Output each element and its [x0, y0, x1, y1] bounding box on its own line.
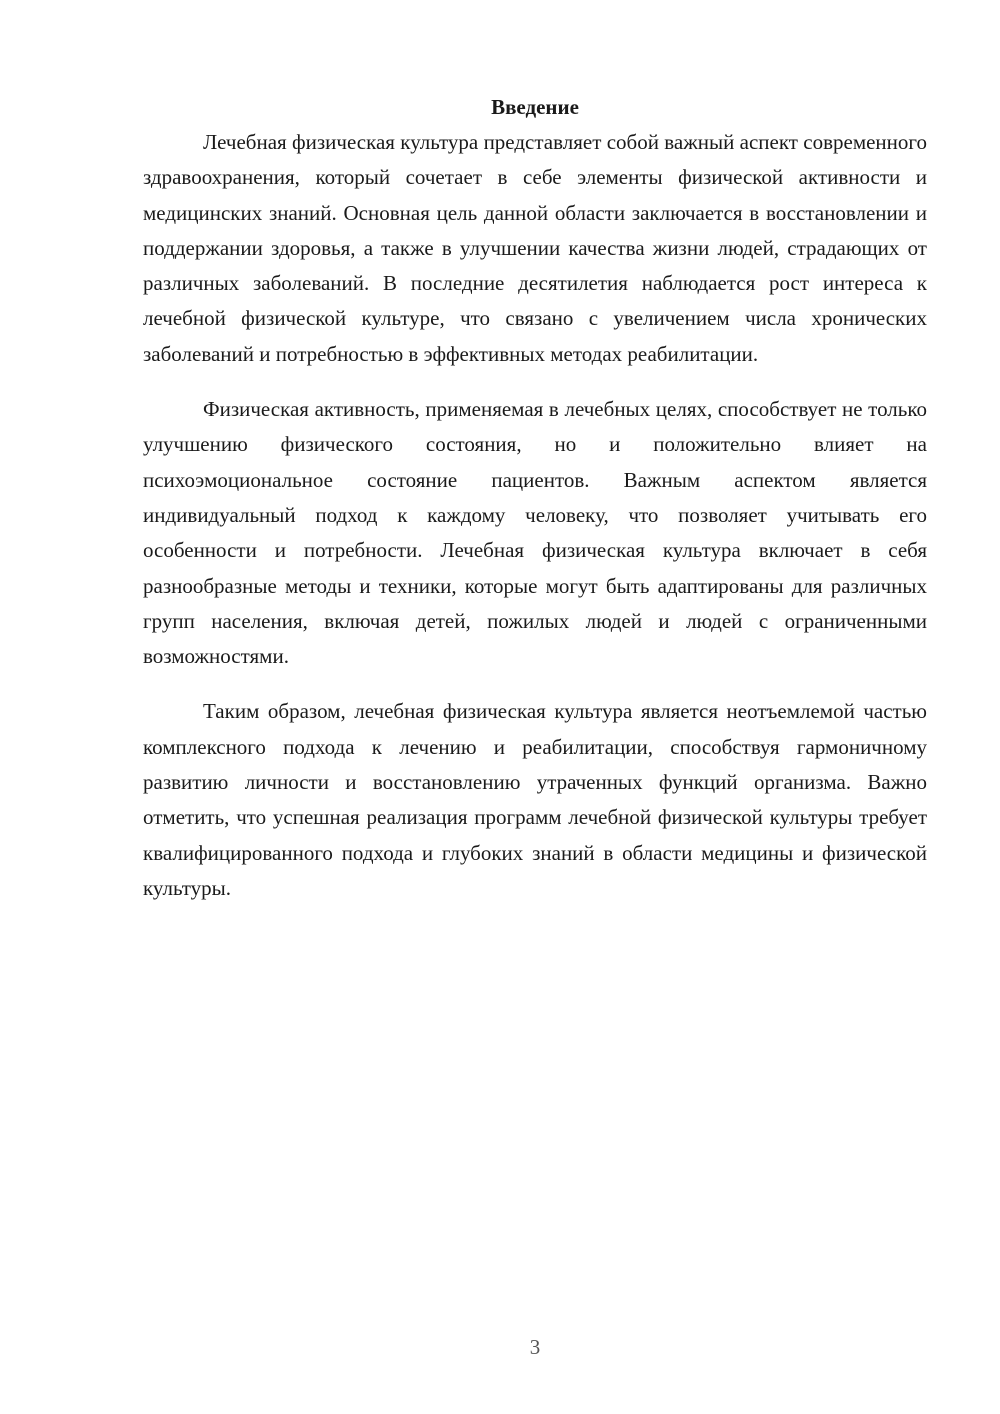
paragraph-1: Лечебная физическая культура представляет собой важный аспект современного здравоохранения, который сочетает в себе элементы физической активности и медицинских знаний. Основная цель данной области заключается в восстановлении и поддержании здоровья, а также в улучшении качества жизни людей, страдающих от различных заболеваний. В последние десятилетия наблюдается рост интереса к лечебной физической культуре, что связано с увеличением числа хронических заболеваний и потребностью в эффективных методах реабилитации. — [143, 130, 927, 366]
page-number: 3 — [529, 1335, 541, 1359]
section-title: Введение — [491, 95, 579, 119]
paragraph-3: Таким образом, лечебная физическая культура является неотъемлемой частью комплексного подхода к лечению и реабилитации, способствуя гармоничному развитию личности и восстановлению утраченных функций организма. Важно отметить, что успешная реализация программ лечебной физической культуры требует квалифицированного подхода и глубоких знаний в области медицины и физической культуры. — [143, 699, 927, 900]
page-content — [143, 90, 927, 926]
paragraph-2: Физическая активность, применяемая в лечебных целях, способствует не только улучшению физического состояния, но и положительно влияет на психоэмоциональное состояние пациентов. Важным аспектом является индивидуальный подход к каждому человеку, что позволяет учитывать его особенности и потребности. Лечебная физическая культура включает в себя разнообразные методы и техники, которые могут быть адаптированы для различных групп населения, включая детей, пожилых людей и людей с ограниченными возможностями. — [143, 397, 927, 669]
